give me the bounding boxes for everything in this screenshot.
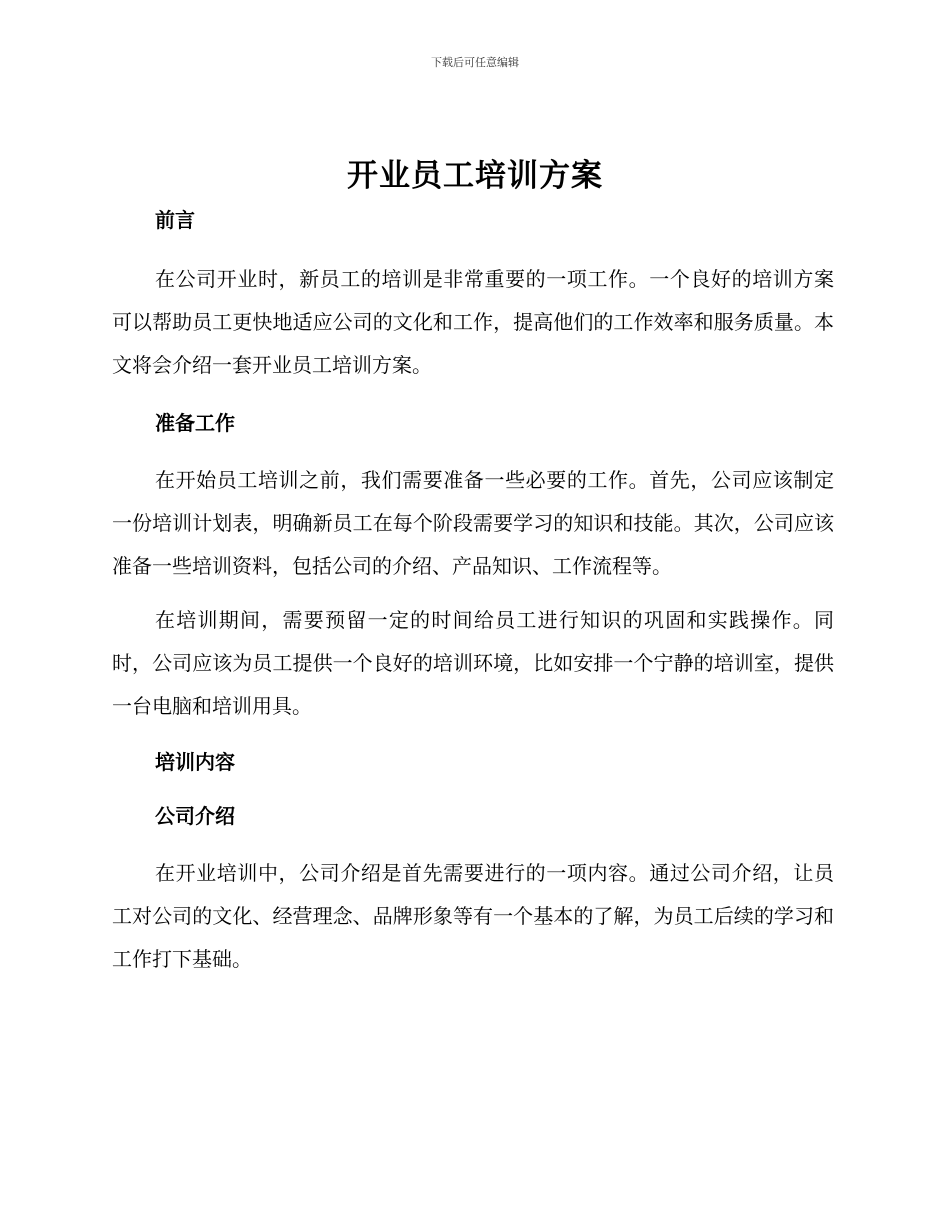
paragraph-preparation-2: 在培训期间，需要预留一定的时间给员工进行知识的巩固和实践操作。同时，公司应该为员工提供一个良好的培训环境，比如安排一个宁静的培训室，提供一台电脑和培训用具。 bbox=[112, 608, 834, 718]
section-heading-training-content: 培训内容 bbox=[155, 750, 235, 774]
section-heading-preparation: 准备工作 bbox=[155, 411, 235, 435]
header-note: 下载后可任意编辑 bbox=[431, 56, 519, 69]
section-heading-company-intro: 公司介绍 bbox=[155, 804, 235, 828]
document-body bbox=[112, 200, 834, 981]
paragraph-preparation-1: 在开始员工培训之前，我们需要准备一些必要的工作。首先，公司应该制定一份培训计划表，明确新员工在每个阶段需要学习的知识和技能。其次，公司应该准备一些培训资料，包括公司的介绍、产品知识、工作流程等。 bbox=[112, 468, 834, 578]
paragraph-preface: 在公司开业时，新员工的培训是非常重要的一项工作。一个良好的培训方案可以帮助员工更快地适应公司的文化和工作，提高他们的工作效率和服务质量。本文将会介绍一套开业员工培训方案。 bbox=[112, 267, 834, 377]
document-title: 开业员工培训方案 bbox=[347, 158, 603, 194]
section-heading-preface: 前言 bbox=[155, 208, 195, 232]
paragraph-company-intro: 在开业培训中，公司介绍是首先需要进行的一项内容。通过公司介绍，让员工对公司的文化、经营理念、品牌形象等有一个基本的了解，为员工后续的学习和工作打下基础。 bbox=[112, 861, 834, 971]
